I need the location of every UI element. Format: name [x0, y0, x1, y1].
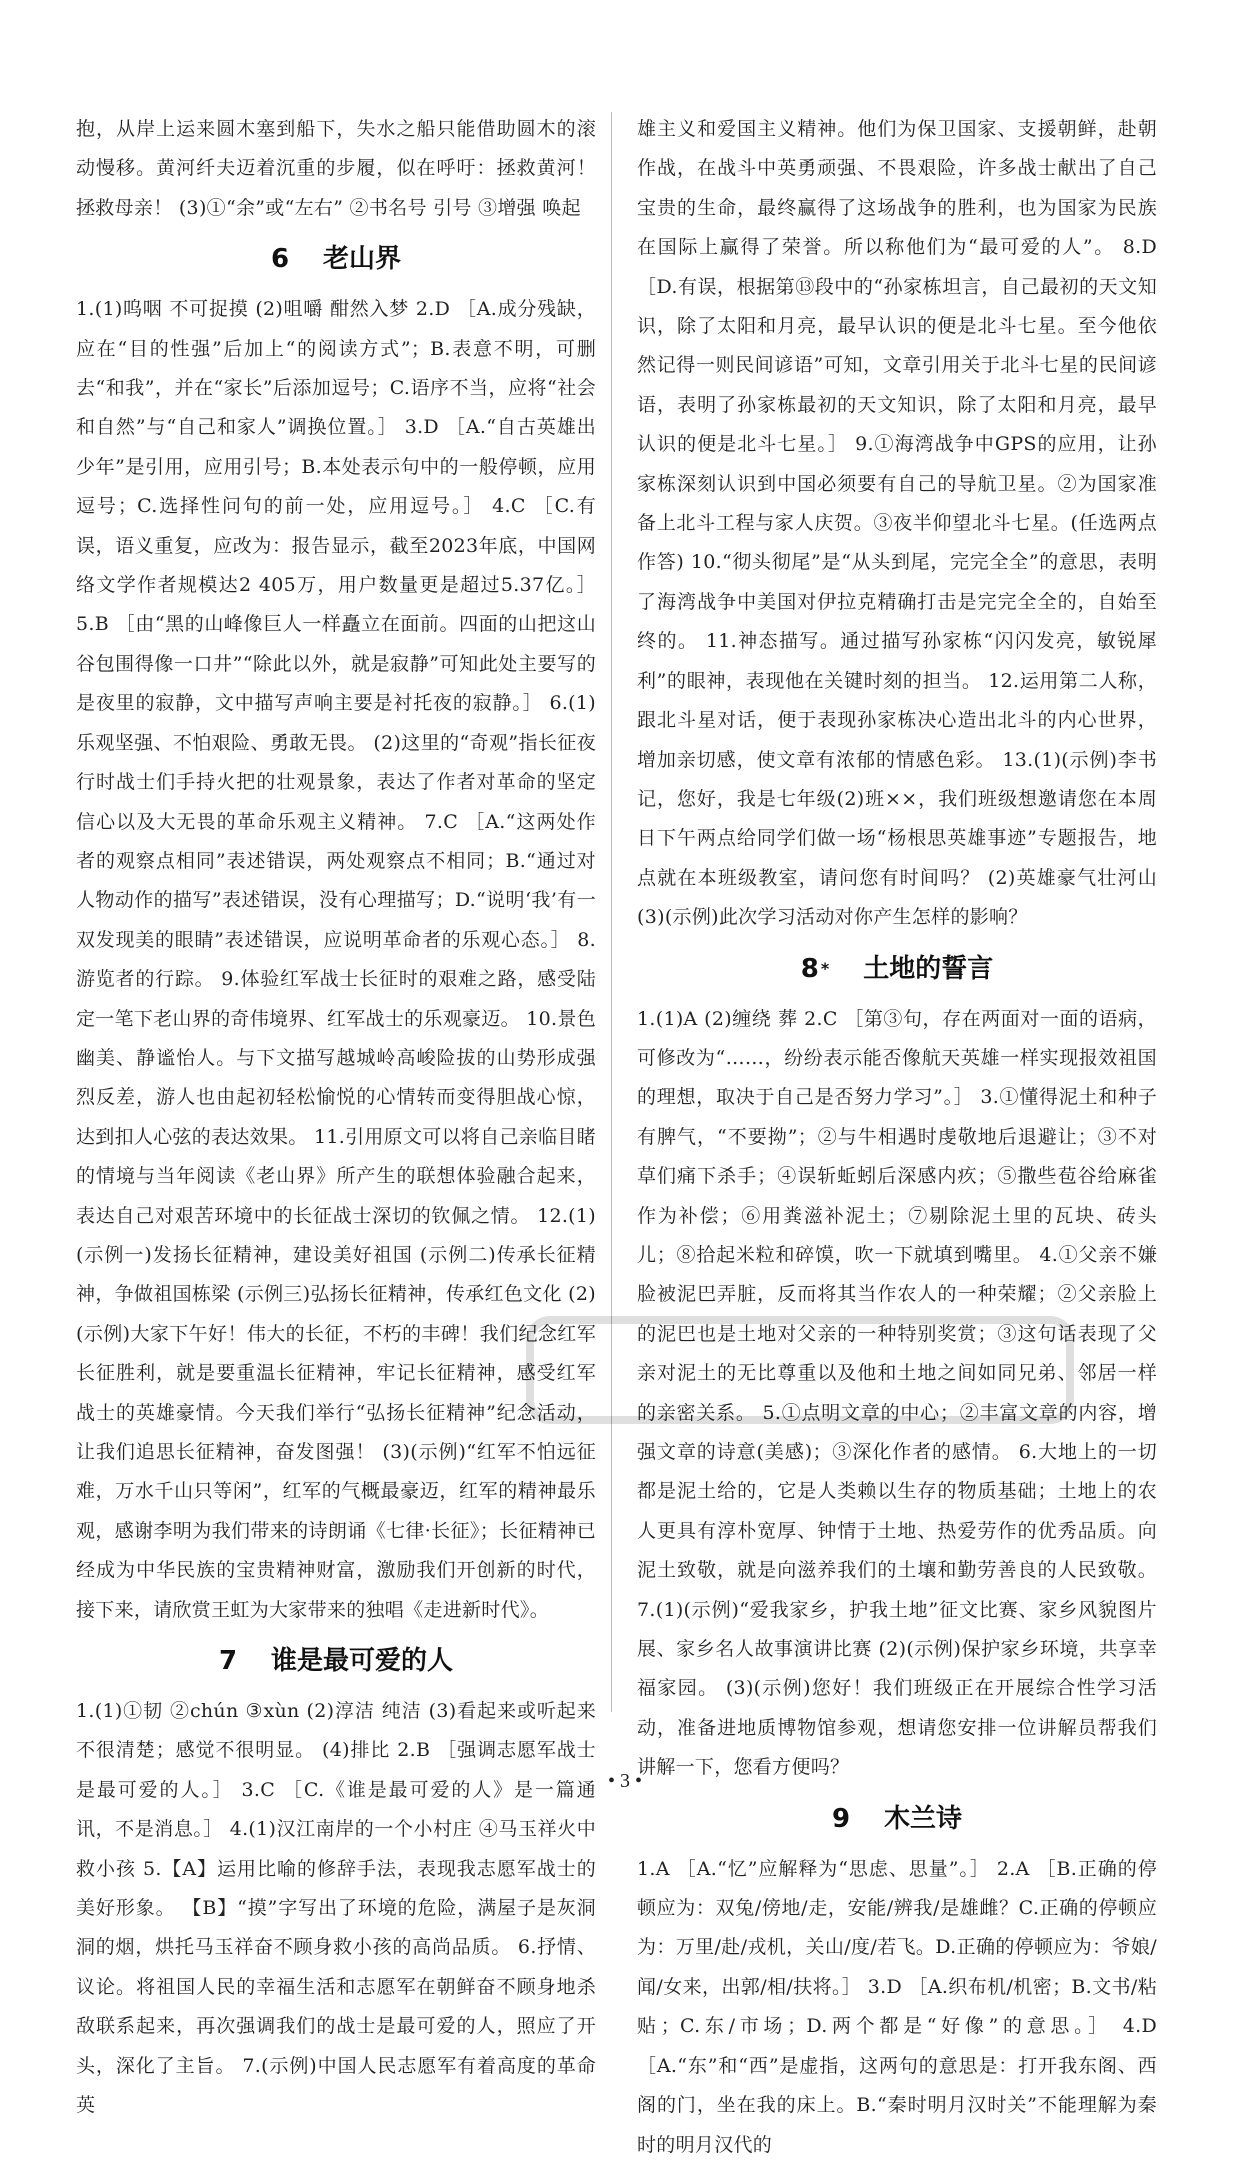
section-number: 7: [218, 1646, 238, 1677]
section-title: 谁是最可爱的人: [271, 1646, 454, 1677]
section-title: 老山界: [323, 244, 402, 275]
section-8-answers: 1.(1)A (2)缠绕 葬 2.C ［第③句，存在两面对一面的语病，可修改为“……，纷纷表示能否像航天英雄一样实现报效祖国的理想，取决于自己是否努力学习”。］ 3.①懂得泥土和种子有脾气，“不要拗”；②与牛相遇时虔敬地后退避让；③不对草们痛下杀手；④误斩蚯蚓后深感内疚；⑤撒些苞谷给麻雀作为补偿；⑥用粪滋补泥土；⑦剔除泥土里的瓦块、砖头儿；⑧拾起米粒和碎馍，吹一下就填到嘴里。 4.①父亲不嫌脸被泥巴弄脏，反而将其当作农人的一种荣耀；②父亲脸上的泥巴也是土地对父亲的一种特别奖赏；③这句话表现了父亲对泥土的无比尊重以及他和土地之间如同兄弟、邻居一样的亲密关系。 5.①点明文章的中心；②丰富文章的内容，增强文章的诗意(美感)；③深化作者的感情。 6.大地上的一切都是泥土给的，它是人类赖以生存的物质基础；土地上的农人更具有淳朴宽厚、钟情于土地、热爱劳作的优秀品质。向泥土致敬，就是向滋养我们的土壤和勤劳善良的人民致敬。 7.(1)(示例)“爱我家乡，护我土地”征文比赛、家乡风貌图片展、家乡名人故事演讲比赛 (2)(示例)保护家乡环境，共享幸福家园。 (3)(示例)您好！我们班级正在开展综合性学习活动，准备进地质博物馆参观，想请您安排一位讲解员帮我们讲解一下，您看方便吗？: [637, 1007, 1157, 1779]
section-6-answers: 1.(1)呜咽 不可捉摸 (2)咀嚼 酣然入梦 2.D ［A.成分残缺，应在“目的性强”后加上“的阅读方式”；B.表意不明，可删去“和我”，并在“家长”后添加逗号；C.语序不当，应将“社会和自然”与“自己和家人”调换位置。］ 3.D ［A.“自古英雄出少年”是引用，应用引号；B.本处表示句中的一般停顿，应用逗号；C.选择性问句的前一处，应用逗号。］ 4.C ［C.有误，语义重复，应改为：报告显示，截至2023年底，中国网络文学作者规模达2 405万，用户数量更是超过5.37亿。］ 5.B ［由“黑的山峰像巨人一样矗立在面前。四面的山把这山谷包围得像一口井”“除此以外，就是寂静”可知此处主要写的是夜里的寂静，文中描写声响主要是衬托夜的寂静。］ 6.(1)乐观坚强、不怕艰险、勇敢无畏。 (2)这里的“奇观”指长征夜行时战士们手持火把的壮观景象，表达了作者对革命的坚定信心以及大无畏的革命乐观主义精神。 7.C ［A.“这两处作者的观察点相同”表述错误，两处观察点不相同；B.“通过对人物动作的描写”表述错误，没有心理描写；D.“说明‘我’有一双发现美的眼睛”表述错误，应说明革命者的乐观心态。］ 8.游览者的行踪。 9.体验红军战士长征时的艰难之路，感受陆定一笔下老山界的奇伟境界、红军战士的乐观豪迈。 10.景色幽美、静谧怡人。与下文描写越城岭高峻险拔的山势形成强烈反差，游人也由起初轻松愉悦的心情转而变得胆战心惊，达到扣人心弦的表达效果。 11.引用原文可以将自己亲临目睹的情境与当年阅读《老山界》所产生的联想体验融合起来，表达自己对艰苦环境中的长征战士深切的钦佩之情。 12.(1)(示例一)发扬长征精神，建设美好祖国 (示例二)传承长征精神，争做祖国栋梁 (示例三)弘扬长征精神，传承红色文化 (2)(示例)大家下午好！伟大的长征，不朽的丰碑！我们纪念红军长征胜利，就是要重温长征精神，牢记长征精神，感受红军战士的英雄豪情。今天我们举行“弘扬长征精神”纪念活动，让我们追思长征精神，奋发图强！ (3)(示例)“红军不怕远征难，万水千山只等闲”，红军的气概最豪迈，红军的精神最乐观，感谢李明为我们带来的诗朗诵《七律·长征》；长征精神已经成为中华民族的宝贵精神财富，激励我们开创新的时代，接下来，请欣赏王虹为大家带来的独唱《走进新时代》。: [76, 298, 596, 1621]
column-divider: [611, 112, 612, 1712]
section-title: 木兰诗: [884, 1803, 963, 1834]
section-number: 8 *: [800, 953, 830, 984]
page-number: • 3 •: [607, 1770, 642, 1792]
section-heading-9: [637, 1794, 1157, 1844]
right-column: [637, 110, 1157, 2165]
section-heading-7: [76, 1636, 596, 1686]
section-heading-8: [637, 944, 1157, 994]
section-number: 9: [831, 1803, 851, 1834]
continuation-paragraph: 雄主义和爱国主义精神。他们为保卫国家、支援朝鲜，赴朝作战，在战斗中英勇顽强、不畏艰险，许多战士献出了自己宝贵的生命，最终赢得了这场战争的胜利，也为国家为民族在国际上赢得了荣誉。所以称他们为“最可爱的人”。 8.D ［D.有误，根据第⑬段中的“孙家栋坦言，自己最初的天文知识，除了太阳和月亮，最早认识的便是北斗七星。至今他依然记得一则民间谚语”可知，文章引用关于北斗七星的民间谚语，表明了孙家栋最初的天文知识，除了太阳和月亮，最早认识的便是北斗七星。］ 9.①海湾战争中GPS的应用，让孙家栋深刻认识到中国必须要有自己的导航卫星。②为国家准备上北斗工程与家人庆贺。③夜半仰望北斗七星。(任选两点作答) 10.“彻头彻尾”是“从头到尾，完完全全”的意思，表明了海湾战争中美国对伊拉克精确打击是完完全全的，自始至终的。 11.神态描写。通过描写孙家栋“闪闪发亮，敏锐犀利”的眼神，表现他在关键时刻的担当。 12.运用第二人称，跟北斗星对话，便于表现孙家栋决心造出北斗的内心世界，增加亲切感，使文章有浓郁的情感色彩。 13.(1)(示例)李书记，您好，我是七年级(2)班××，我们班级想邀请您在本周日下午两点给同学们做一场“杨根思英雄事迹”专题报告，地点就在本班级教室，请问您有时间吗？ (2)英雄豪气壮河山 (3)(示例)此次学习活动对你产生怎样的影响？: [637, 118, 1157, 929]
section-number: 6: [270, 244, 290, 275]
section-title: 土地的誓言: [863, 953, 994, 984]
continuation-paragraph: 抱，从岸上运来圆木塞到船下，失水之船只能借助圆木的滚动慢移。黄河纤夫迈着沉重的步履，似在呼吁：拯救黄河！拯救母亲！ (3)①“余”或“左右” ②书名号 引号 ③增强 唤起: [76, 118, 596, 219]
section-heading-6: [76, 234, 596, 284]
section-7-answers: 1.(1)①韧 ②chún ③xùn (2)淳洁 纯洁 (3)看起来或听起来不很清楚；感觉不很明显。 (4)排比 2.B ［强调志愿军战士是最可爱的人。］ 3.C ［C.《谁是最可爱的人》是一篇通讯，不是消息。］ 4.(1)汉江南岸的一个小村庄 ④马玉祥火中救小孩 5.【A】运用比喻的修辞手法，表现我志愿军战士的美好形象。 【B】“摸”字写出了环境的危险，满屋子是灰洞洞的烟，烘托马玉祥奋不顾身救小孩的高尚品质。 6.抒情、议论。将祖国人民的幸福生活和志愿军在朝鲜奋不顾身地杀敌联系起来，再次强调我们的战士是最可爱的人，照应了开头，深化了主旨。 7.(示例)中国人民志愿军有着高度的革命英: [76, 1700, 596, 2117]
section-9-answers: 1.A ［A.“忆”应解释为“思虑、思量”。］ 2.A ［B.正确的停顿应为：双兔/傍地/走，安能/辨我/是雄雌？C.正确的停顿应为：万里/赴/戎机，关山/度/若飞。D.正确的停顿应为：爷娘/闻/女来，出郭/相/扶将。］ 3.D ［A.织布机/机密；B.文书/粘贴；C.东/市场；D.两个都是“好像”的意思。］ 4.D ［A.“东”和“西”是虚指，这两句的意思是：打开我东阁、西阁的门，坐在我的床上。B.“秦时明月汉时关”不能理解为秦时的明月汉代的: [637, 1857, 1157, 2156]
left-column: [76, 110, 596, 2126]
optional-star-mark: *: [820, 958, 830, 978]
